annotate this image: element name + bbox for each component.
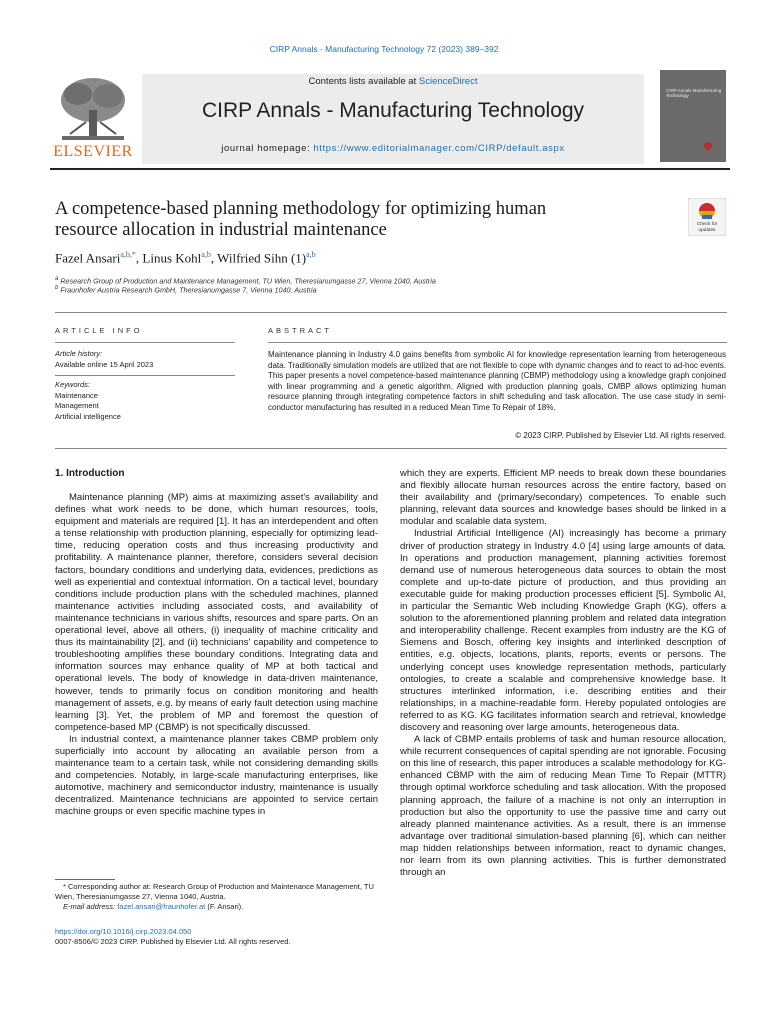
doi-block [55, 927, 385, 947]
author-separator: , [135, 250, 143, 266]
abstract-copyright: © 2023 CIRP. Published by Elsevier Ltd. All rights reserved. [515, 431, 726, 440]
keywords-label: Keywords: [55, 380, 91, 389]
affiliation-a [55, 276, 705, 285]
author-affiliation-marks[interactable]: a,b [306, 250, 316, 259]
elsevier-wordmark: ELSEVIER [53, 143, 133, 160]
affiliation-b [55, 285, 705, 294]
keyword: Maintenance [55, 390, 98, 400]
history-label: Article history: [55, 349, 103, 358]
contents-prefix: Contents lists available at [308, 76, 419, 87]
abstract-heading: ABSTRACT [268, 326, 333, 335]
keyword: Management [55, 401, 99, 410]
paragraph: which they are experts. Efficient MP needs to break down these boundaries and flexibly allocate human resources across the entire factory, based on their availability and (primary/secondary) competences. To enable such planning, relevant data sources and knowledge bases should be linked in a modular and scalable data system. [400, 468, 726, 528]
journal-homepage [142, 143, 644, 154]
divider [268, 342, 727, 343]
cover-emblem-icon [704, 142, 712, 150]
divider [55, 342, 235, 343]
paragraph: Maintenance planning (MP) aims at maximizing asset's availability and defines what work needs to be done, which human resources, tools, equipment and materials are required [1]. It has an interdependent and often a tense relationship with production planning, especially for optimizing lead-time, reducing operation costs and thus increasing productivity and profitability. A maintenance planner, therefore, considers several decision factors, boundary conditions and underlying data, evidences, predictions as well as experiential and contextual information. On a tactical level, boundary conditions include production plans with the scheduled machines, planned maintenance activities including associated costs, and availability of maintenance technicians in various shifts, resources and spare parts. On an operational level, above all others, (i) inequality of machine criticality and thus its maintainability [2], and (ii) technicians' capability and competence to troubleshooting amplifies these boundary conditions. Integrating data and information sources may enhance quality of MP at both tactical and operational levels. The body of knowledge in data-driven maintenance, however, tends to primarily focus on condition monitoring and health management of assets, e.g. by means of early fault detection using machine learning [3]. Yet, the problem of MP and foremost the question of competence-based MP (CBMP) is not specifically discussed. [55, 492, 378, 733]
history-value: Available online 15 April 2023 [55, 359, 154, 369]
section-heading-introduction: 1. Introduction [55, 468, 125, 479]
left-column [55, 492, 378, 819]
running-head[interactable]: CIRP Annals - Manufacturing Technology 72 (2023) 389–392 [269, 44, 499, 54]
author-affiliation-marks[interactable]: a,b,* [120, 250, 136, 259]
check-updates-label: Check for updates [696, 222, 718, 233]
article-title [55, 199, 655, 241]
footnote [55, 882, 385, 912]
affiliation-text: Fraunhofer Austria Research GmbH, Theresianumgasse 7, Vienna 1040, Austria [60, 285, 317, 295]
divider [55, 448, 727, 449]
author-affiliation-marks[interactable]: a,b [201, 250, 211, 259]
author-name: Wilfried Sihn (1) [217, 250, 307, 266]
paragraph: In industrial context, a maintenance planner takes CBMP problem only superficially into account by allocating an available person from a maintenance team to a certain task, while not considering demanding skills and competencies. Notably, in large-scale manufacturing enterprises, like automotive, machinery and semiconductor industry, maintenance is usually decentralized. Maintenance technicians are appointed to service certain machine groups or even specific machine types in [55, 733, 378, 818]
email-line [55, 902, 385, 912]
homepage-link[interactable]: https://www.editorialmanager.com/CIRP/default.aspx [313, 143, 565, 154]
abstract-text: Maintenance planning in Industry 4.0 gains benefits from symbolic AI for knowledge representation learning from heterogeneous data. Traditionally simulation models are utilized that are not flexible to cope with dynamic changes and to react to ad-hoc events. This paper presents a novel competence-based maintenance planning (CBMP) methodology using a knowledge graph conjoined with linear programming and a genetic algorithm. Aligned with production planning goals, CMBP allows optimizing human resource planning through integrating competence factors in shift scheduling and task allocation. The use case study in semi-conductor manufacturing has resulted in a reduced Mean Time To Repair of 18%. [268, 350, 726, 412]
cover-title: CIRP Annals Manufacturing Technology [666, 88, 722, 98]
email-suffix: (F. Ansari). [205, 902, 244, 911]
affiliation-mark: b [55, 285, 59, 291]
author-name: Linus Kohl [142, 250, 202, 266]
keyword: Artificial intelligence [55, 411, 121, 421]
issn-copyright-line: 0007-8506/© 2023 CIRP. Published by Elsevier Ltd. All rights reserved. [55, 937, 291, 946]
corresponding-author-note: * Corresponding author at: Research Group of Production and Maintenance Management, TU Wien, Theresianumgasse 27, Vienna 1040, Austria. [55, 882, 374, 901]
title-line-2: resource allocation in industrial maintenance [55, 220, 387, 240]
article-info-heading: ARTICLE INFO [55, 326, 143, 335]
footnote-rule [55, 879, 115, 880]
homepage-label: journal homepage: [221, 143, 314, 154]
author-name: Fazel Ansari [55, 250, 121, 266]
divider [55, 375, 235, 376]
author-separator: , [210, 250, 218, 266]
author-list [55, 250, 655, 266]
right-column [400, 468, 726, 879]
contents-line [142, 76, 644, 87]
affiliation-text: Research Group of Production and Maintenance Management, TU Wien, Theresianumgasse 27, Vienna 1040, Austria [60, 276, 436, 286]
paragraph: Industrial Artificial Intelligence (AI) increasingly has become a primary driver of production strategy in Industry 4.0 [4] using large amounts of data. In operations and production management, planning activities foremost demand use of numerous heterogeneous data sources to obtain the most complete and up-to-date picture of production, and thus providing an executable guide for making production processes efficient [5]. Symbolic AI, in particular the Semantic Web including Knowledge Graph (KG), offers a solution to the aforementioned planning problem and related data integration and interoperability challenge. Recent examples from industry are the KG of Siemens and Bosch, offering key insights and interlinked description of entities, e.g. objects, locations, plants, reports, events or persons. The underlying concept uses knowledge representation methods, particularly ontologies, to create a scalable and comprehensive knowledge base. It structures interlinked information, i.e. describing entities and their relationships, in a machine-readable form. Hereby populated ontologies are referred to as KG. KG facilitates information search and retrieval, knowledge discovery and reasoning over large amounts, heterogeneous data. [400, 528, 726, 733]
email-label: E-mail address: [63, 902, 118, 911]
paragraph: A lack of CBMP entails problems of task and human resource allocation, while recurrent consequences of capital spending are not ignorable. Focusing on this line of research, this paper introduces a scalable methodology for KG-enhanced CBMP with the aim of reducing Mean Time To Repair (MTTR) through optimal workforce scheduling and task allocation. With the proposed planning approach, the failure of a machine is not only an interruption in production but also the opportunity to use the passive time and carry out already planned maintenance activities. As a result, there is an immense advantage over traditional simulation-based planning [6], which can neither map hidden relationships between information, react to dynamic changes, nor learn from its own planning activities. This is further demonstrated through an [400, 734, 726, 879]
sciencedirect-link[interactable]: ScienceDirect [418, 76, 478, 87]
article-history [55, 349, 235, 370]
affiliation-mark: a [55, 276, 59, 282]
check-for-updates-badge[interactable] [688, 198, 726, 236]
keywords-block [55, 380, 235, 422]
doi-link[interactable]: https://doi.org/10.1016/j.cirp.2023.04.050 [55, 927, 192, 936]
journal-title: CIRP Annals - Manufacturing Technology [201, 99, 585, 122]
header-rule [50, 168, 730, 170]
title-line-1: A competence-based planning methodology for optimizing human [55, 199, 547, 219]
divider [55, 312, 727, 313]
journal-cover-thumbnail[interactable] [660, 70, 726, 162]
email-link[interactable]: fazel.ansari@fraunhofer.at [117, 902, 206, 911]
